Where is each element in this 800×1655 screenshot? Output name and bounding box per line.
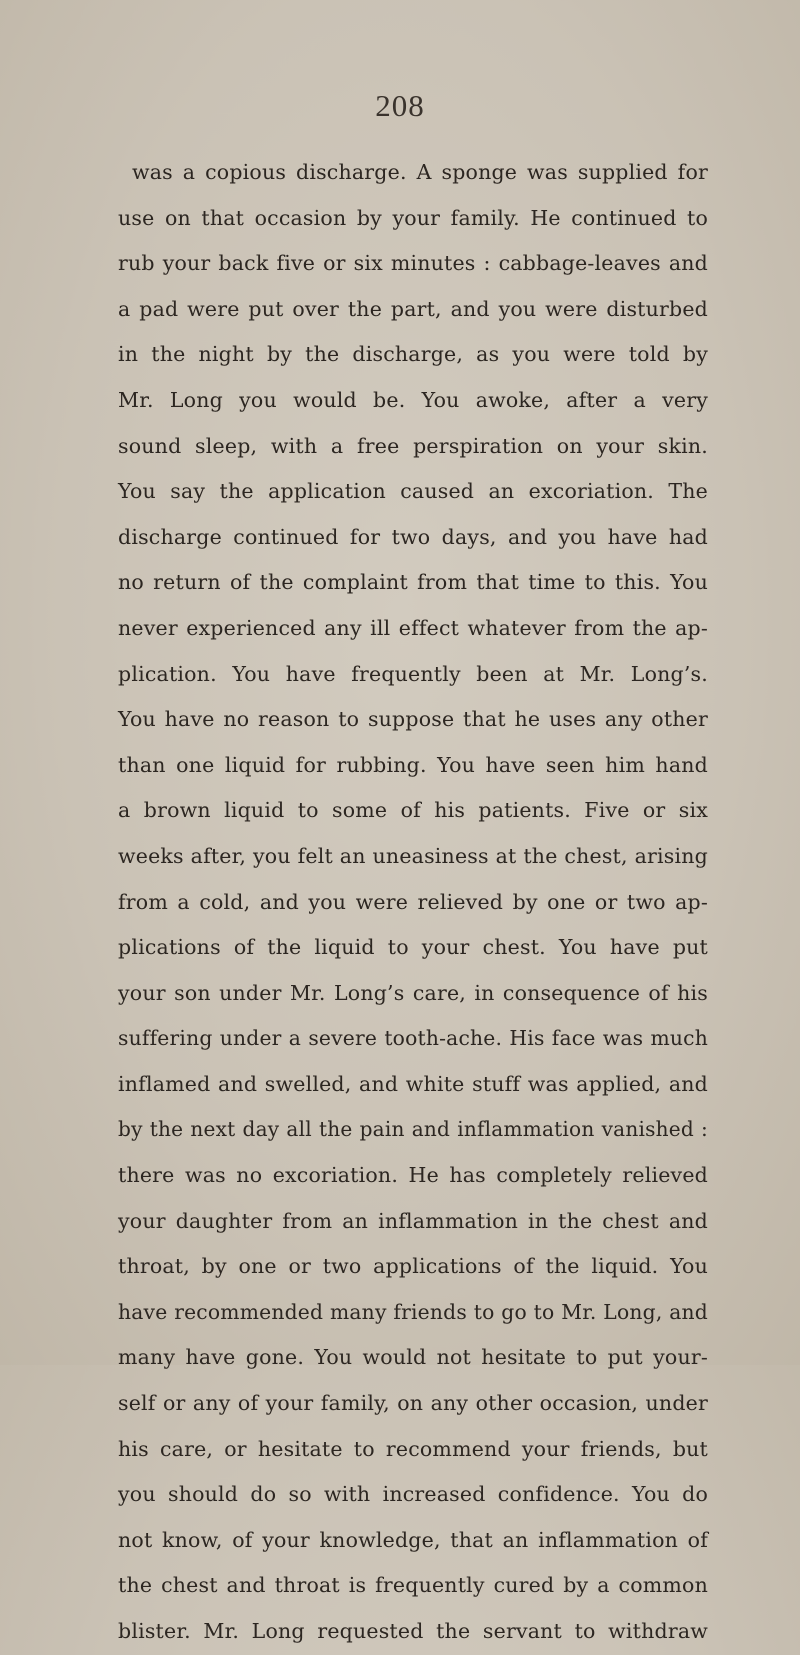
text-line: his care, or hesitate to recommend your friends, but [118,1436,708,1461]
text-line: You have no reason to suppose that he uses any other [118,707,708,732]
text-line: no return of the complaint from that time to this. You [118,570,708,595]
text-line: inflamed and swelled, and white stuff was applied, and [118,1071,708,1096]
text-line: sound sleep, with a free perspiration on your skin. [118,433,708,458]
text-line: the chest and throat is frequently cured by a common [118,1573,708,1598]
page-number: 208 [375,88,425,123]
text-line: many have gone. You would not hesitate to put your- [118,1345,708,1370]
text-line: self or any of your family, on any other occasion, under [118,1391,708,1416]
text-line: a pad were put over the part, and you were disturbed [118,296,708,321]
body-text [118,150,708,1655]
text-line: weeks after, you felt an uneasiness at the chest, arising [118,843,708,868]
text-line: plication. You have frequently been at Mr. Long’s. [118,661,708,686]
text-line: rub your back five or six minutes : cabbage-leaves and [118,251,708,276]
text-line: use on that occasion by your family. He continued to [118,205,708,230]
text-line: suffering under a severe tooth-ache. His face was much [118,1026,708,1051]
text-line: never experienced any ill effect whatever from the ap- [118,615,708,640]
text-line: your son under Mr. Long’s care, in consequence of his [118,980,708,1005]
text-line: was a copious discharge. A sponge was supplied for [132,160,708,184]
text-line: in the night by the discharge, as you were told by [118,342,708,367]
text-line: plications of the liquid to your chest. You have put [118,935,708,960]
text-line: by the next day all the pain and inflammation vanished : [118,1117,708,1142]
text-line: not know, of your knowledge, that an inflammation of [118,1527,708,1552]
text-line: your daughter from an inflammation in the chest and [118,1208,708,1233]
text-line: than one liquid for rubbing. You have seen him hand [118,752,708,777]
text-line: throat, by one or two applications of the liquid. You [118,1254,708,1279]
text-line: you should do so with increased confidence. You do [118,1482,708,1507]
text-line: You say the application caused an excoriation. The [118,479,708,504]
text-line: blister. Mr. Long requested the servant to withdraw [118,1619,708,1643]
text-line: have recommended many friends to go to Mr. Long, and [118,1299,708,1324]
text-line: Mr. Long you would be. You awoke, after a very [118,387,708,412]
text-line: discharge continued for two days, and you have had [118,524,708,549]
text-line: a brown liquid to some of his patients. Five or six [118,798,708,823]
text-line: from a cold, and you were relieved by one or two ap- [118,889,708,914]
text-line: there was no excoriation. He has completely relieved [118,1163,708,1188]
